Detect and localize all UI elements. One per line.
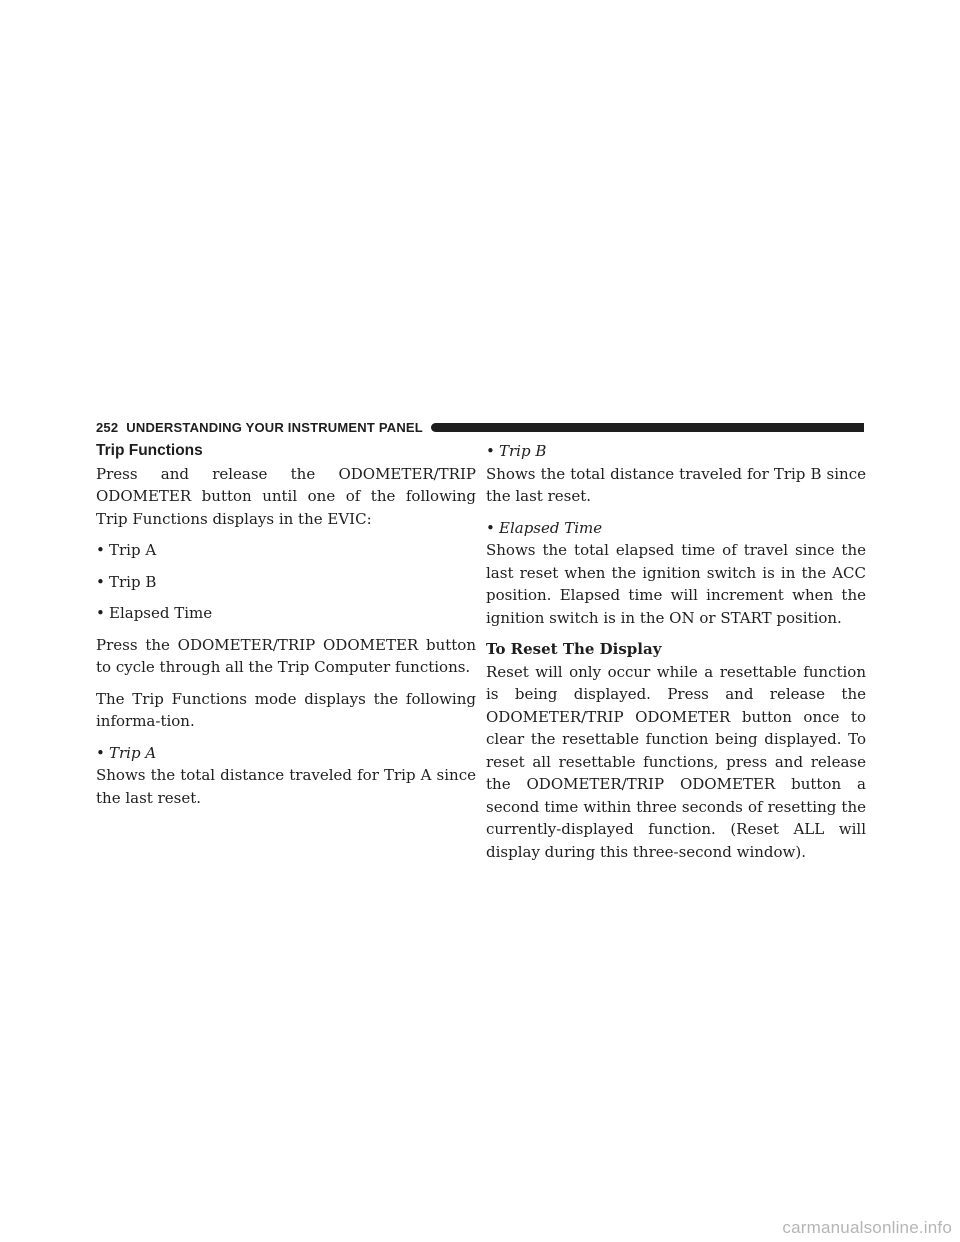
bullet-item [96,539,476,562]
bullet-text: Trip B [109,572,157,591]
elapsed-heading [486,517,866,540]
bullet-icon: • [486,442,495,460]
trip-a-label: Trip A [109,743,157,762]
elapsed-description: Shows the total elapsed time of travel since the last reset when the ignition switch is in the ACC position. Elapsed time will increment when the ignition switch is in the ON or START position. [486,541,866,627]
elapsed-label: Elapsed Time [499,518,603,537]
left-column [96,440,476,809]
trip-a-heading [96,742,476,765]
page-header [96,417,864,437]
bullet-item [96,571,476,594]
chapter-title: UNDERSTANDING YOUR INSTRUMENT PANEL [126,419,423,435]
cycle-paragraph: Press the ODOMETER/TRIP ODOMETER button to cycle through all the Trip Computer functions. [96,635,476,676]
header-rule [431,423,864,432]
reset-title: To Reset The Display [486,640,662,658]
reset-description: Reset will only occur while a resettable function is being displayed. Press and release the ODOMETER/TRIP ODOMETER button once to clear the resettable function being displayed. To reset all resettable functions, press and release the ODOMETER/TRIP ODOMETER button a second time within three seconds of resetting the currently-displayed function. (Reset ALL will display during this three-second window). [486,662,866,861]
bullet-text: Trip A [109,541,157,559]
bullet-icon: • [96,604,105,622]
trip-b-label: Trip B [499,442,547,460]
bullet-text: Elapsed Time [109,604,213,622]
right-column [486,440,866,863]
trip-a-description: Shows the total distance traveled for Trip A since the last reset. [96,766,476,807]
bullet-icon: • [96,572,105,591]
trip-b-description: Shows the total distance traveled for Trip B since the last reset. [486,464,866,505]
mode-paragraph: The Trip Functions mode displays the following informa-tion. [96,689,476,730]
trip-b-heading [486,440,866,463]
bullet-icon: • [486,518,495,537]
bullet-icon: • [96,743,105,762]
watermark: carmanualsonline.info [782,1218,952,1237]
bullet-icon: • [96,541,105,559]
section-title: Trip Functions [96,442,203,459]
intro-paragraph: Press and release the ODOMETER/TRIP ODOMETER button until one of the following Trip Functions displays in the EVIC: [96,464,476,528]
page-number: 252 [96,419,119,435]
bullet-item [96,602,476,625]
